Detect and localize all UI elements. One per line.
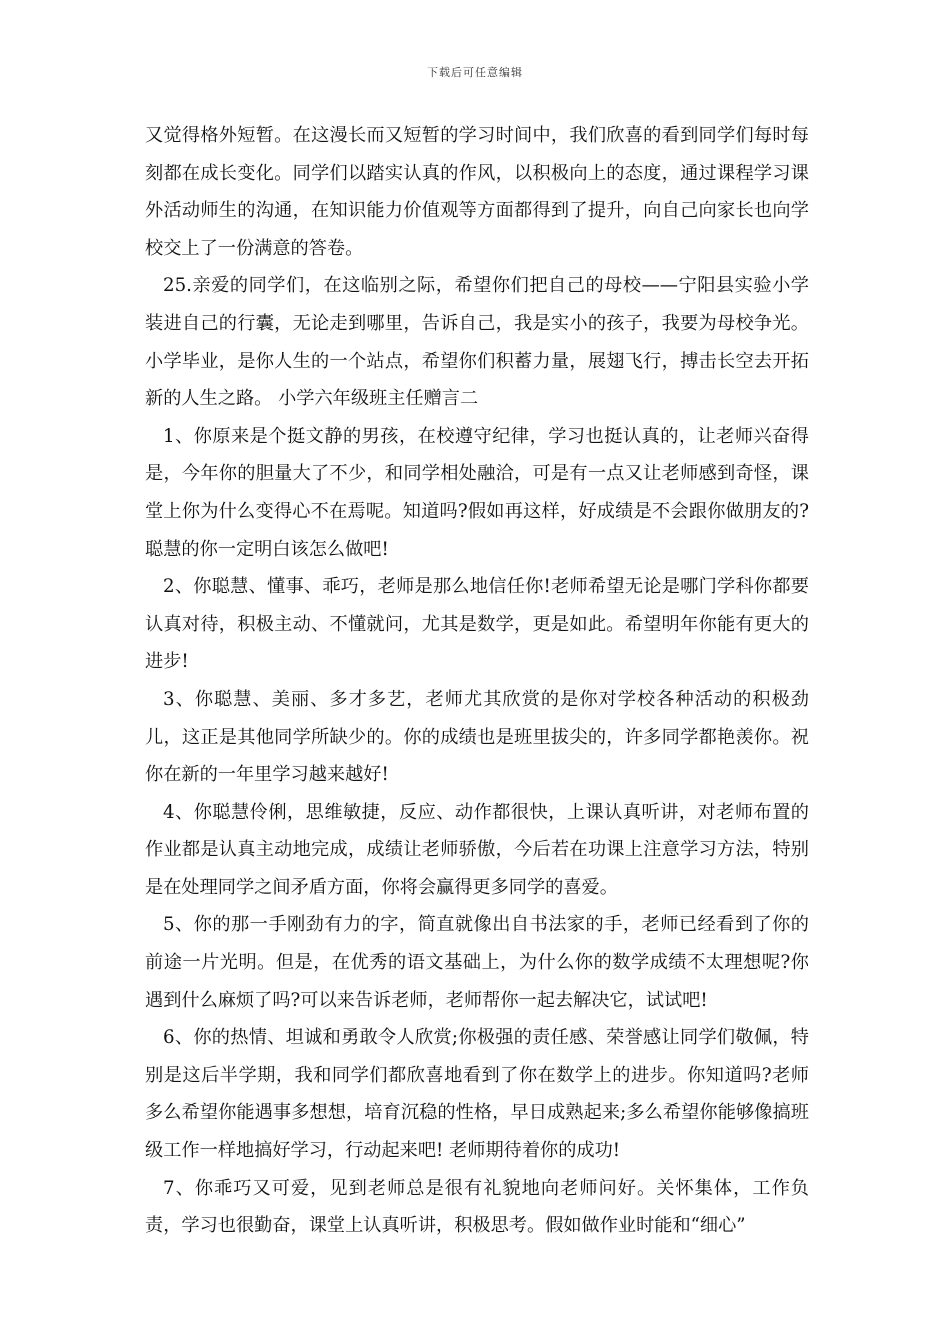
paragraph-7: 7、你乖巧又可爱，见到老师总是很有礼貌地向老师问好。关怀集体，工作负责，学习也很勤奋，课堂上认真听讲，积极思考。假如做作业时能和“细心” — [145, 1177, 809, 1237]
paragraph-25: 25.亲爱的同学们，在这临别之际，希望你们把自己的母校——宁阳县实验小学装进自己的行囊，无论走到哪里，告诉自己，我是实小的孩子，我要为母校争光。小学毕业，是你人生的一个站点，希望你们积蓄力量，展翅飞行，搏击长空去开拓新的人生之路。 小学六年级班主任赠言二 — [145, 275, 809, 410]
paragraph-5: 5、你的那一手刚劲有力的字，简直就像出自书法家的手，老师已经看到了你的前途一片光明。但是，在优秀的语文基础上，为什么你的数学成绩不太理想呢?你遇到什么麻烦了吗?可以来告诉老师，老师帮你一起去解决它，试试吧! — [145, 914, 809, 1011]
page-header: 下载后可任意编辑 — [427, 66, 523, 79]
paragraph-1: 1、你原来是个挺文静的男孩，在校遵守纪律，学习也挺认真的，让老师兴奋得是，今年你的胆量大了不少，和同学相处融洽，可是有一点又让老师感到奇怪，课堂上你为什么变得心不在焉呢。知道吗?假如再这样，好成绩是不会跟你做朋友的?聪慧的你一定明白该怎么做吧! — [145, 425, 809, 560]
paragraph-4: 4、你聪慧伶俐，思维敏捷，反应、动作都很快，上课认真听讲，对老师布置的作业都是认真主动地完成，成绩让老师骄傲，今后若在功课上注意学习方法，特别是在处理同学之间矛盾方面，你将会赢得更多同学的喜爱。 — [145, 801, 809, 898]
paragraph-3: 3、你聪慧、美丽、多才多艺，老师尤其欣赏的是你对学校各种活动的积极劲儿，这正是其他同学所缺少的。你的成绩也是班里拔尖的，许多同学都艳羡你。祝你在新的一年里学习越来越好! — [145, 688, 809, 786]
paragraph-2: 2、你聪慧、懂事、乖巧，老师是那么地信任你!老师希望无论是哪门学科你都要认真对待，积极主动、不懂就问，尤其是数学，更是如此。希望明年你能有更大的进步! — [145, 576, 809, 673]
document-body — [145, 117, 809, 1245]
paragraph-continuation: 又觉得格外短暂。在这漫长而又短暂的学习时间中，我们欣喜的看到同学们每时每刻都在成长变化。同学们以踏实认真的作风，以积极向上的态度，通过课程学习课外活动师生的沟通，在知识能力价值观等方面都得到了提升，向自己向家长也向学校交上了一份满意的答卷。 — [145, 125, 809, 259]
paragraph-6: 6、你的热情、坦诚和勇敢令人欣赏;你极强的责任感、荣誉感让同学们敬佩，特别是这后半学期，我和同学们都欣喜地看到了你在数学上的进步。你知道吗?老师多么希望你能遇事多想想，培育沉稳的性格，早日成熟起来;多么希望你能够像搞班级工作一样地搞好学习，行动起来吧! 老师期待着你的成功! — [145, 1027, 809, 1162]
